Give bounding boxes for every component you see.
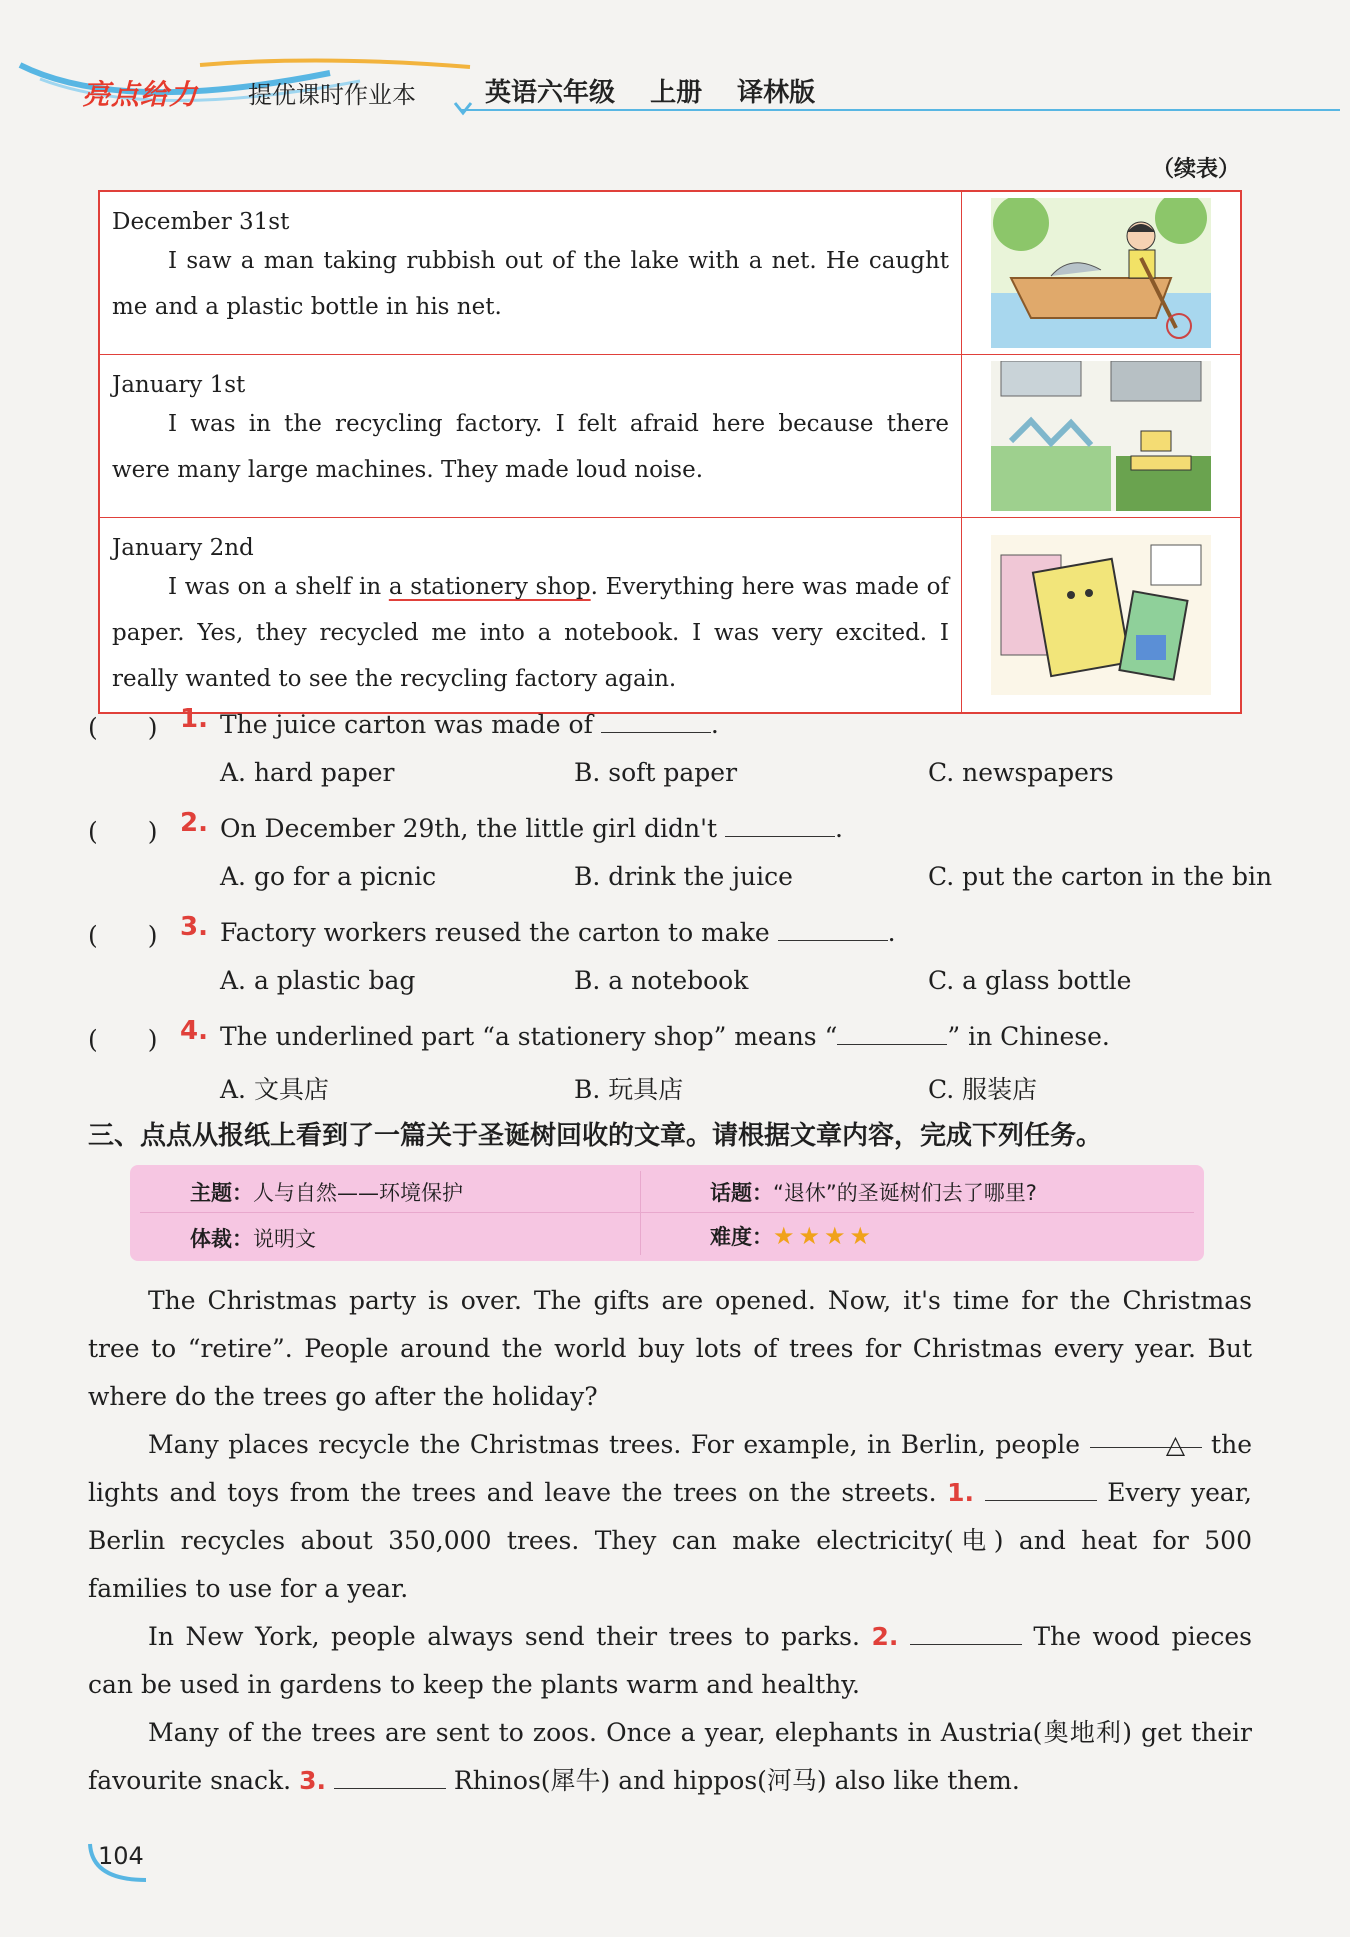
answer-blank[interactable] — [778, 916, 888, 941]
option-b: B. 玩具店 — [574, 1075, 684, 1104]
question-number: 4. — [180, 1016, 208, 1046]
topic-cell: 话题：“退休”的圣诞树们去了哪里? — [710, 1181, 1037, 1205]
article-paragraph: The Christmas party is over. The gifts are opened. Now, it's time for the Christmas tree to “retire”. People around the world buy lots of trees for Christmas every year. But where do the trees go after the holiday? — [88, 1286, 1252, 1411]
blank-number: 1. — [947, 1478, 975, 1507]
option-c: C. 服装店 — [928, 1075, 1038, 1104]
triangle-blank[interactable]: △ — [1090, 1421, 1202, 1448]
brand-logo: 亮点给力 — [82, 78, 199, 111]
section-heading: 三、点点从报纸上看到了一篇关于圣诞树回收的文章。请根据文章内容，完成下列任务。 — [88, 1121, 1103, 1151]
question-stem: Factory workers reused the carton to make . — [220, 918, 896, 947]
option-c: C. a glass bottle — [928, 966, 1132, 995]
boat-illustration — [962, 192, 1240, 354]
diary-table — [98, 190, 1242, 714]
diary-date: January 1st — [112, 372, 246, 398]
option-a: A. a plastic bag — [220, 966, 416, 995]
diary-row — [100, 518, 1240, 712]
multiple-choice-questions — [88, 700, 1273, 1116]
diary-date: December 31st — [112, 209, 290, 235]
blank-number: 2. — [871, 1622, 899, 1651]
article-paragraph: In New York, people always send their trees to parks. 2. The wood pieces can be used in gardens to keep the plants warm and healthy. — [88, 1613, 1252, 1709]
subject-label: 英语六年级 — [485, 78, 616, 108]
answer-parenthesis[interactable]: ( ) — [88, 817, 158, 846]
info-divider — [140, 1212, 1194, 1213]
question-item — [88, 804, 1273, 908]
recycling-factory-icon — [991, 361, 1211, 511]
continued-label: （续表） — [1151, 157, 1240, 182]
header-rule — [460, 109, 1340, 111]
question-stem: On December 29th, the little girl didn't . — [220, 814, 843, 843]
question-number: 2. — [180, 808, 208, 838]
answer-blank[interactable] — [334, 1762, 446, 1789]
answer-blank[interactable] — [837, 1020, 947, 1045]
question-stem: The underlined part “a stationery shop” means “ ” in Chinese. — [220, 1022, 1110, 1051]
genre-cell: 体裁：说明文 — [190, 1227, 316, 1251]
answer-parenthesis[interactable]: ( ) — [88, 1025, 158, 1054]
difficulty-cell: 难度：★★★★ — [710, 1222, 876, 1250]
factory-illustration — [962, 355, 1240, 517]
answer-parenthesis[interactable]: ( ) — [88, 921, 158, 950]
diary-date: January 2nd — [112, 535, 254, 561]
option-a: A. go for a picnic — [220, 862, 437, 891]
diary-entry-text: I saw a man taking rubbish out of the lake with a net. He caught me and a plastic bottle in his net. — [112, 248, 949, 320]
diary-row — [100, 192, 1240, 355]
question-item — [88, 700, 1258, 804]
option-a: A. 文具店 — [220, 1075, 329, 1104]
notebook-illustration — [962, 518, 1240, 712]
article-info-box — [130, 1165, 1204, 1261]
edition-label: 译林版 — [737, 78, 816, 108]
option-b: B. drink the juice — [574, 862, 793, 891]
volume-label: 上册 — [650, 78, 703, 108]
info-divider — [640, 1171, 641, 1255]
answer-blank[interactable] — [985, 1474, 1097, 1501]
underlined-phrase: a stationery shop — [388, 574, 591, 600]
diary-entry-text: I was on a shelf in a stationery shop. Everything here was made of paper. Yes, they recycled me into a notebook. I was very excited. I really wanted to see the recycling factory again. — [112, 574, 949, 692]
option-b: B. a notebook — [574, 966, 749, 995]
question-number: 1. — [180, 704, 208, 734]
question-item — [88, 1012, 1258, 1116]
article-paragraph: Many places recycle the Christmas trees. For example, in Berlin, people △ the lights and toys from the trees and leave the trees on the streets. 1. Every year, Berlin recycles about 350,000 trees. They can make electricity(电) and heat for 500 families to use for a year. — [88, 1421, 1252, 1613]
answer-parenthesis[interactable]: ( ) — [88, 713, 158, 742]
question-stem: The juice carton was made of . — [220, 710, 719, 739]
blank-number: 3. — [299, 1766, 326, 1795]
man-in-boat-icon — [991, 198, 1211, 348]
page-number: 104 — [98, 1842, 144, 1870]
option-b: B. soft paper — [574, 758, 738, 787]
brand-subtitle: 提优课时作业本 — [248, 81, 416, 109]
diary-row — [100, 355, 1240, 518]
book-info — [485, 72, 841, 109]
happy-notebook-icon — [991, 535, 1211, 695]
difficulty-stars-icon: ★★★★ — [773, 1222, 876, 1250]
question-number: 3. — [180, 912, 208, 942]
option-c: C. newspapers — [928, 758, 1114, 787]
option-c: C. put the carton in the bin — [928, 862, 1273, 891]
answer-blank[interactable] — [601, 708, 711, 733]
theme-cell: 主题：人与自然——环境保护 — [190, 1181, 463, 1205]
diary-entry-text: I was in the recycling factory. I felt afraid here because there were many large machines. They made loud noise. — [112, 411, 949, 483]
option-a: A. hard paper — [220, 758, 395, 787]
question-item — [88, 908, 1258, 1012]
answer-blank[interactable] — [910, 1618, 1022, 1645]
article-paragraph: Many of the trees are sent to zoos. Once a year, elephants in Austria(奥地利) get their favourite snack. 3. Rhinos(犀牛) and hippos(河马) also like them. — [88, 1718, 1252, 1795]
page-header — [0, 55, 1350, 125]
answer-blank[interactable] — [725, 812, 835, 837]
article-text — [88, 1277, 1252, 1805]
